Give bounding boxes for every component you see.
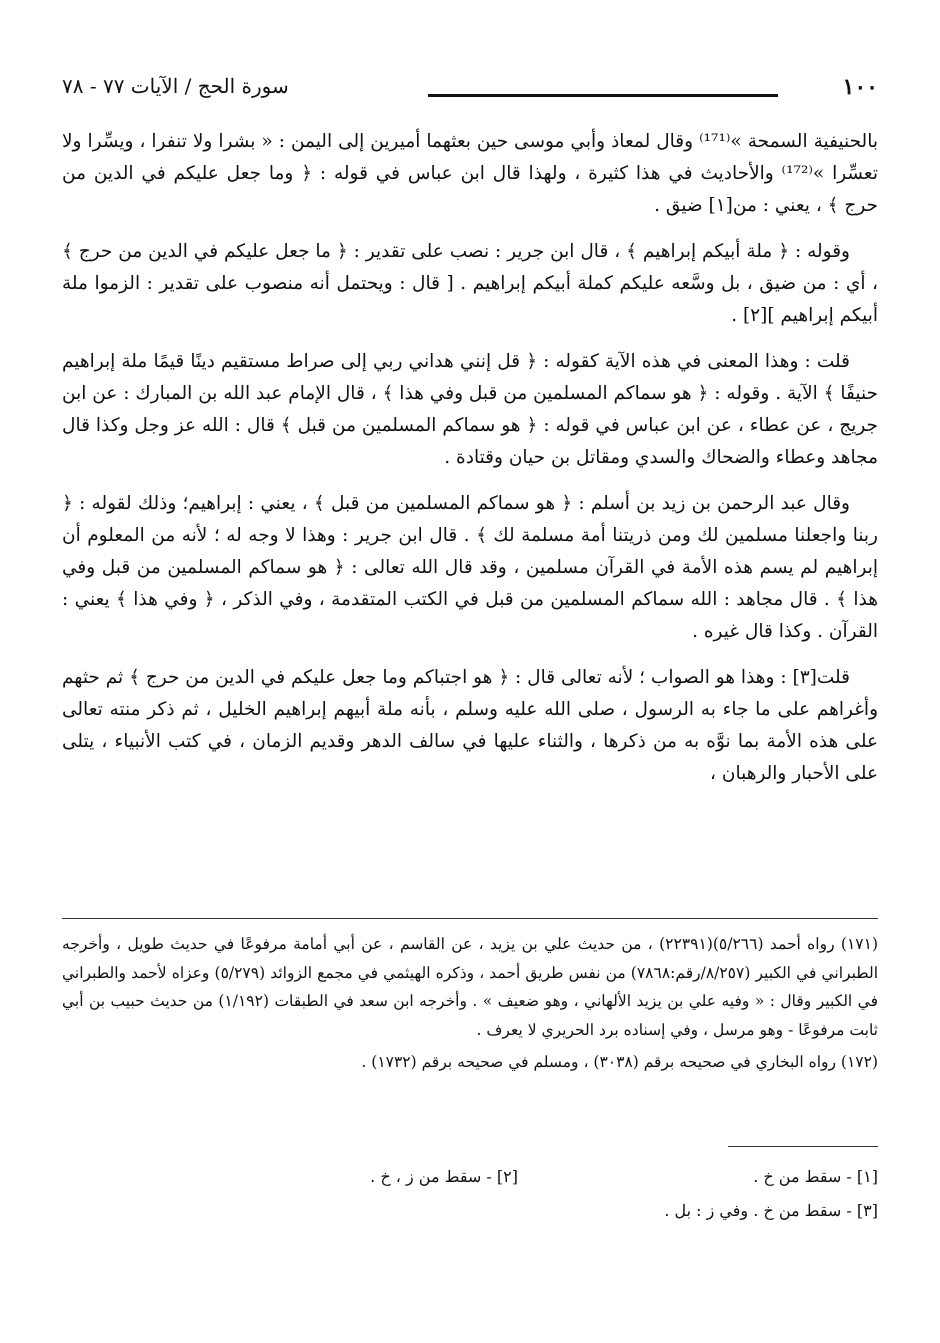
page-header bbox=[62, 74, 878, 108]
variant-1: [١] - سقط من خ . bbox=[753, 1167, 878, 1186]
header-rule bbox=[428, 94, 778, 97]
main-text bbox=[62, 126, 878, 804]
variant-3: [٣] - سقط من خ . وفي ز : بل . bbox=[664, 1201, 878, 1220]
footnote-172: (١٧٢) رواه البخاري في صحيحه برقم (٣٠٣٨) ، ومسلم في صحيحه برقم (١٧٣٢) . bbox=[361, 1053, 878, 1071]
manuscript-variants bbox=[62, 1160, 878, 1228]
footnote-separator bbox=[62, 918, 878, 919]
paragraph-3: قلت : وهذا المعنى في هذه الآية كقوله : ﴿ قل إنني هداني ربي إلى صراط مستقيم دينًا قيمًا ملة إبراهيم حنيفًا ﴾ الآية . وقوله : ﴿ هو سماكم المسلمين من قبل وفي هذا ﴾ ، قال الإمام عبد الله بن المبارك : عن ابن جريج ، عن عطاء ، عن ابن عباس في قوله : ﴿ هو سماكم المسلمين من قبل ﴾ قال : الله عز وجل وكذا قال مجاهد وعطاء والضحاك والسدي ومقاتل بن حيان وقتادة . bbox=[62, 351, 878, 468]
running-title: سورة الحج / الآيات ٧٧ - ٧٨ bbox=[62, 74, 289, 98]
footnotes bbox=[62, 930, 878, 1081]
footnote-171: (١٧١) رواه أحمد (٥/٢٦٦)(٢٢٣٩١) ، من حديث علي بن يزيد ، عن القاسم ، عن أبي أمامة مرفوعًا في حديث طويل ، وأخرجه الطبراني في الكبير (٨/٢٥٧/رقم:٧٨٦٨) من نفس طريق أحمد ، وذكره الهيثمي في مجمع الزوائد (٥/٢٧٩) وعزاه لأحمد والطبراني في الكبير وقال : « وفيه علي بن يزيد الألهاني ، وهو ضعيف » . وأخرجه ابن سعد في الطبقات (١/١٩٢) من حديث حبيب بن أبي ثابت مرفوعًا - وهو مرسل ، وفي إسناده برد الحريري لا يعرف . bbox=[62, 935, 879, 1039]
variant-2: [٢] - سقط من ز ، خ . bbox=[370, 1167, 518, 1186]
paragraph-1: بالحنيفية السمحة »⁽¹⁷¹⁾ وقال لمعاذ وأبي موسى حين بعثهما أميرين إلى اليمن : « بشرا ولا تنفرا ، ويسِّرا ولا تعسِّرا »⁽¹⁷²⁾ والأحاديث في هذا كثيرة ، ولهذا قال ابن عباس في قوله : ﴿ وما جعل عليكم في الدين من حرج ﴾ ، يعني : من[١] ضيق . bbox=[62, 131, 878, 216]
variants-separator bbox=[728, 1146, 878, 1147]
paragraph-5: قلت[٣] : وهذا هو الصواب ؛ لأنه تعالى قال : ﴿ هو اجتباكم وما جعل عليكم في الدين من حرج ﴾ ثم حثهم وأغراهم على ما جاء به الرسول ، صلى الله عليه وسلم ، بأنه ملة أبيهم إبراهيم الخليل ، ثم ذكر منته تعالى على هذه الأمة بما نوَّه به من ذكرها ، والثناء عليها في سالف الدهر وقديم الزمان ، في كتب الأنبياء ، يتلى على الأحبار والرهبان ، bbox=[62, 667, 878, 784]
page-number: ١٠٠ bbox=[842, 74, 878, 100]
paragraph-2: وقوله : ﴿ ملة أبيكم إبراهيم ﴾ ، قال ابن جرير : نصب على تقدير : ﴿ ما جعل عليكم في الدين من حرج ﴾ ، أي : من ضيق ، بل وسَّعه عليكم كملة أبيكم إبراهيم . [ قال : ويحتمل أنه منصوب على تقدير : الزموا ملة أبيكم إبراهيم ][٢] . bbox=[62, 241, 878, 326]
paragraph-4: وقال عبد الرحمن بن زيد بن أسلم : ﴿ هو سماكم المسلمين من قبل ﴾ ، يعني : إبراهيم؛ وذلك لقوله : ﴿ ربنا واجعلنا مسلمين لك ومن ذريتنا أمة مسلمة لك ﴾ . قال ابن جرير : وهذا لا وجه له ؛ لأنه من المعلوم أن إبراهيم لم يسم هذه الأمة في القرآن مسلمين ، وقد قال الله تعالى : ﴿ هو سماكم المسلمين من قبل وفي هذا ﴾ . قال مجاهد : الله سماكم المسلمين من قبل في الكتب المتقدمة ، وفي الذكر ، ﴿ وفي هذا ﴾ يعني : القرآن . وكذا قال غيره . bbox=[62, 493, 878, 642]
